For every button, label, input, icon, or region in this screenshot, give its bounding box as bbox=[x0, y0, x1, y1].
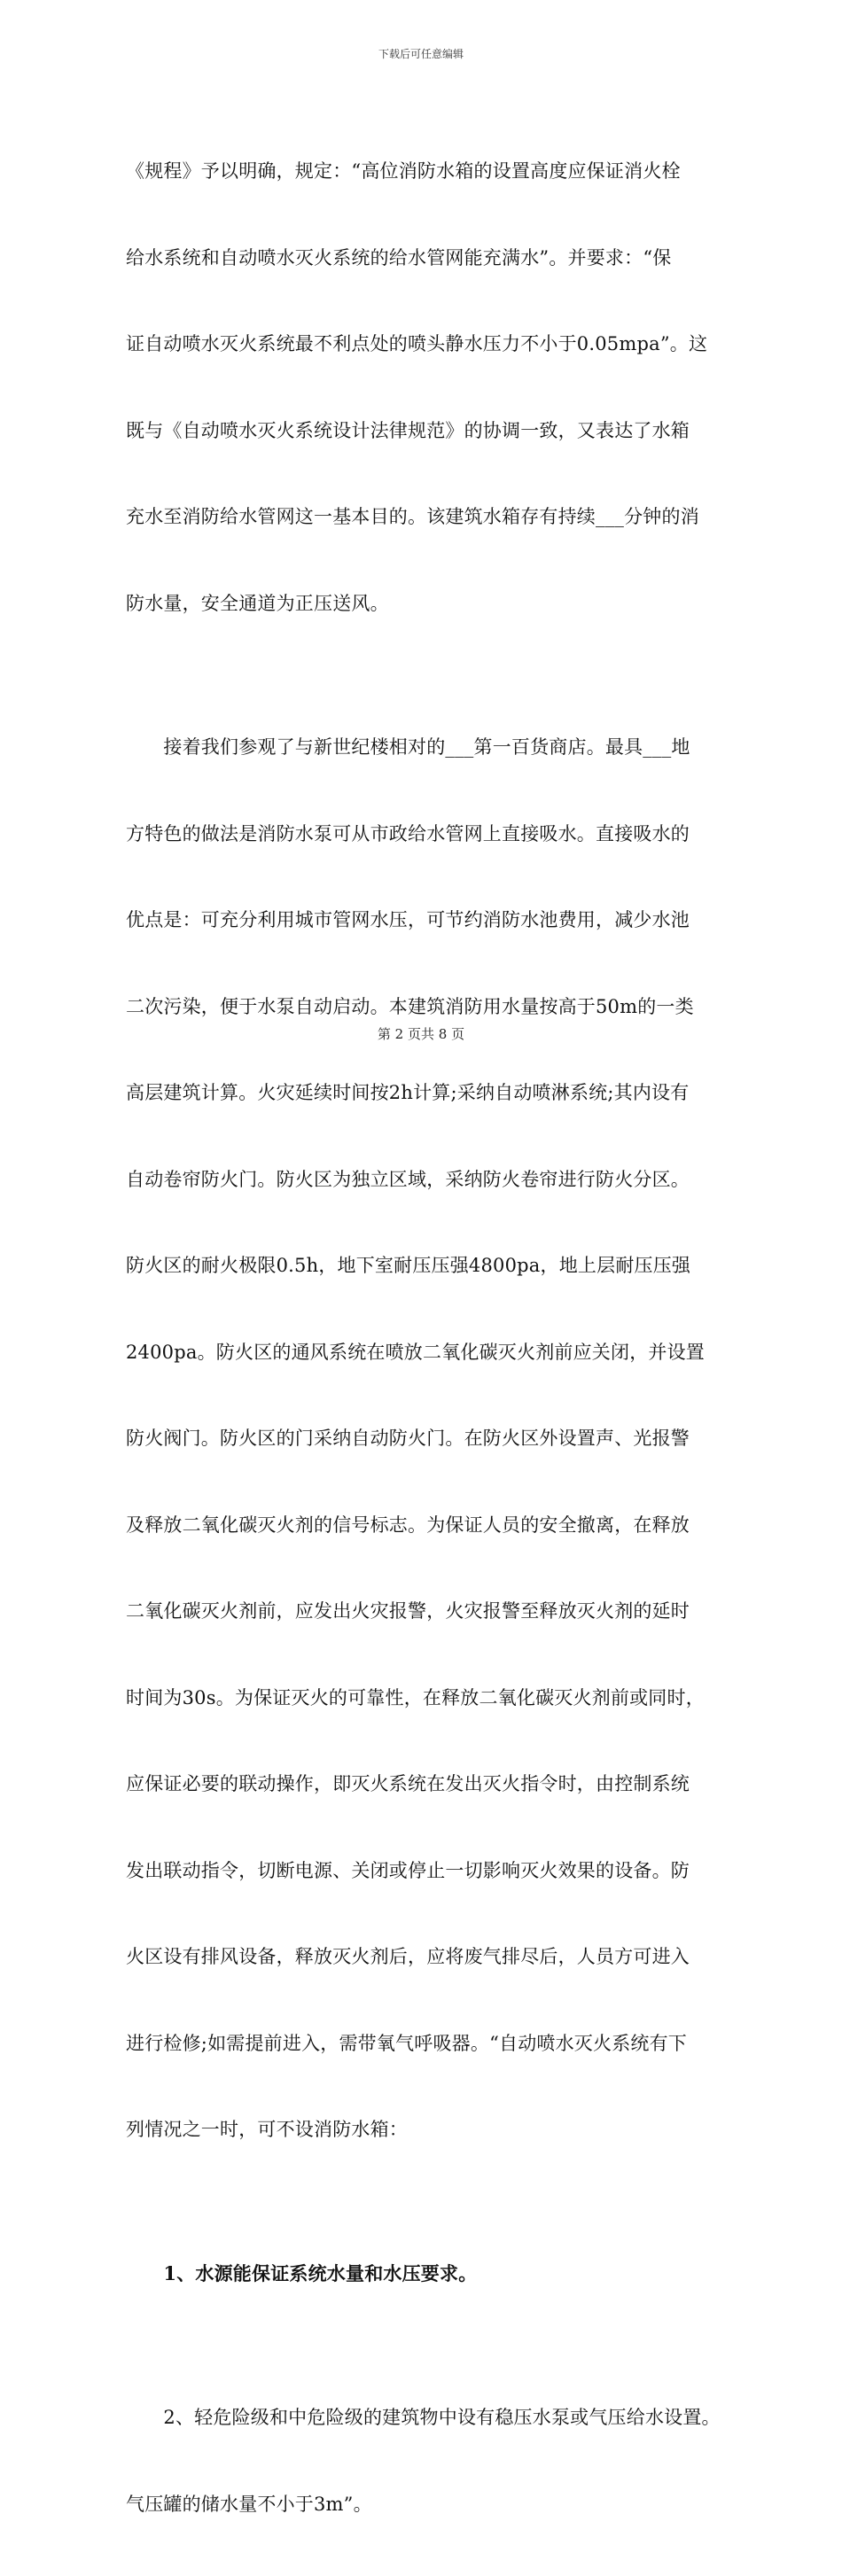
text-line: 接着我们参观了与新世纪楼相对的___第一百货商店。最具___地 bbox=[126, 736, 690, 758]
text-line: 及释放二氧化碳灭火剂的信号标志。为保证人员的安全撤离，在释放 bbox=[126, 1514, 690, 1536]
text-line: 自动卷帘防火门。防火区为独立区域，采纳防火卷帘进行防火分区。 bbox=[126, 1168, 690, 1190]
text-line: 二次污染，便于水泵自动启动。本建筑消防用水量按高于50m的一类 bbox=[126, 995, 694, 1017]
paragraph-1 bbox=[126, 99, 718, 675]
paragraph-2 bbox=[126, 675, 718, 2202]
page-footer: 第 2 页共 8 页 bbox=[377, 1026, 465, 1042]
text-line: 防水量，安全通道为正压送风。 bbox=[126, 592, 389, 614]
text-line: 优点是：可充分利用城市管网水压，可节约消防水池费用，减少水池 bbox=[126, 909, 690, 930]
text-line: 二氧化碳灭火剂前，应发出火灾报警，火灾报警至释放灭火剂的延时 bbox=[126, 1600, 690, 1622]
text-line: 气压罐的储水量不小于3m”。 bbox=[126, 2493, 372, 2515]
text-line: 方特色的做法是消防水泵可从市政给水管网上直接吸水。直接吸水的 bbox=[126, 822, 690, 844]
text-line: 2、轻危险级和中危险级的建筑物中设有稳压水泵或气压给水设置。 bbox=[126, 2407, 721, 2428]
text-line: 证自动喷水灭火系统最不利点处的喷头静水压力不小于0.05mpa”。这 bbox=[126, 333, 708, 354]
text-line: 充水至消防给水管网这一基本目的。该建筑水箱存有持续___分钟的消 bbox=[126, 506, 699, 527]
text-line: 列情况之一时，可不设消防水箱： bbox=[126, 2119, 408, 2140]
text-line: 进行检修;如需提前进入，需带氧气呼吸器。“自动喷水灭火系统有下 bbox=[126, 2032, 688, 2054]
text-line: 高层建筑计算。火灾延续时间按2h计算;采纳自动喷淋系统;其内设有 bbox=[126, 1082, 690, 1103]
text-line: 火区设有排风设备，释放灭火剂后，应将废气排尽后，人员方可进入 bbox=[126, 1946, 690, 1967]
text-line: 给水系统和自动喷水灭火系统的给水管网能充满水”。并要求：“保 bbox=[126, 246, 672, 268]
text-line: 防火区的耐火极限0.5h，地下室耐压压强4800pa，地上层耐压压强 bbox=[126, 1255, 691, 1276]
text-line: 既与《自动喷水灭火系统设计法律规范》的协调一致，又表达了水箱 bbox=[126, 419, 690, 441]
text-line: 防火阀门。防火区的门采纳自动防火门。在防火区外设置声、光报警 bbox=[126, 1428, 690, 1449]
text-line: 应保证必要的联动操作，即灭火系统在发出灭火指令时，由控制系统 bbox=[126, 1773, 690, 1794]
text-line: 时间为30s。为保证灭火的可靠性，在释放二氧化碳灭火剂前或同时， bbox=[126, 1686, 705, 1708]
document-body bbox=[126, 99, 721, 2576]
paragraph-3-bold bbox=[126, 2202, 718, 2346]
paragraph-4 bbox=[126, 2346, 721, 2576]
text-line: 2400pa。防火区的通风系统在喷放二氧化碳灭火剂前应关闭，并设置 bbox=[126, 1341, 706, 1363]
text-line: 发出联动指令，切断电源、关闭或停止一切影响灭火效果的设备。防 bbox=[126, 1859, 690, 1881]
text-line: 《规程》予以明确，规定：“高位消防水箱的设置高度应保证消火栓 bbox=[126, 160, 681, 182]
text-line: 1、水源能保证系统水量和水压要求。 bbox=[126, 2261, 478, 2284]
page-header: 下载后可任意编辑 bbox=[378, 48, 464, 60]
